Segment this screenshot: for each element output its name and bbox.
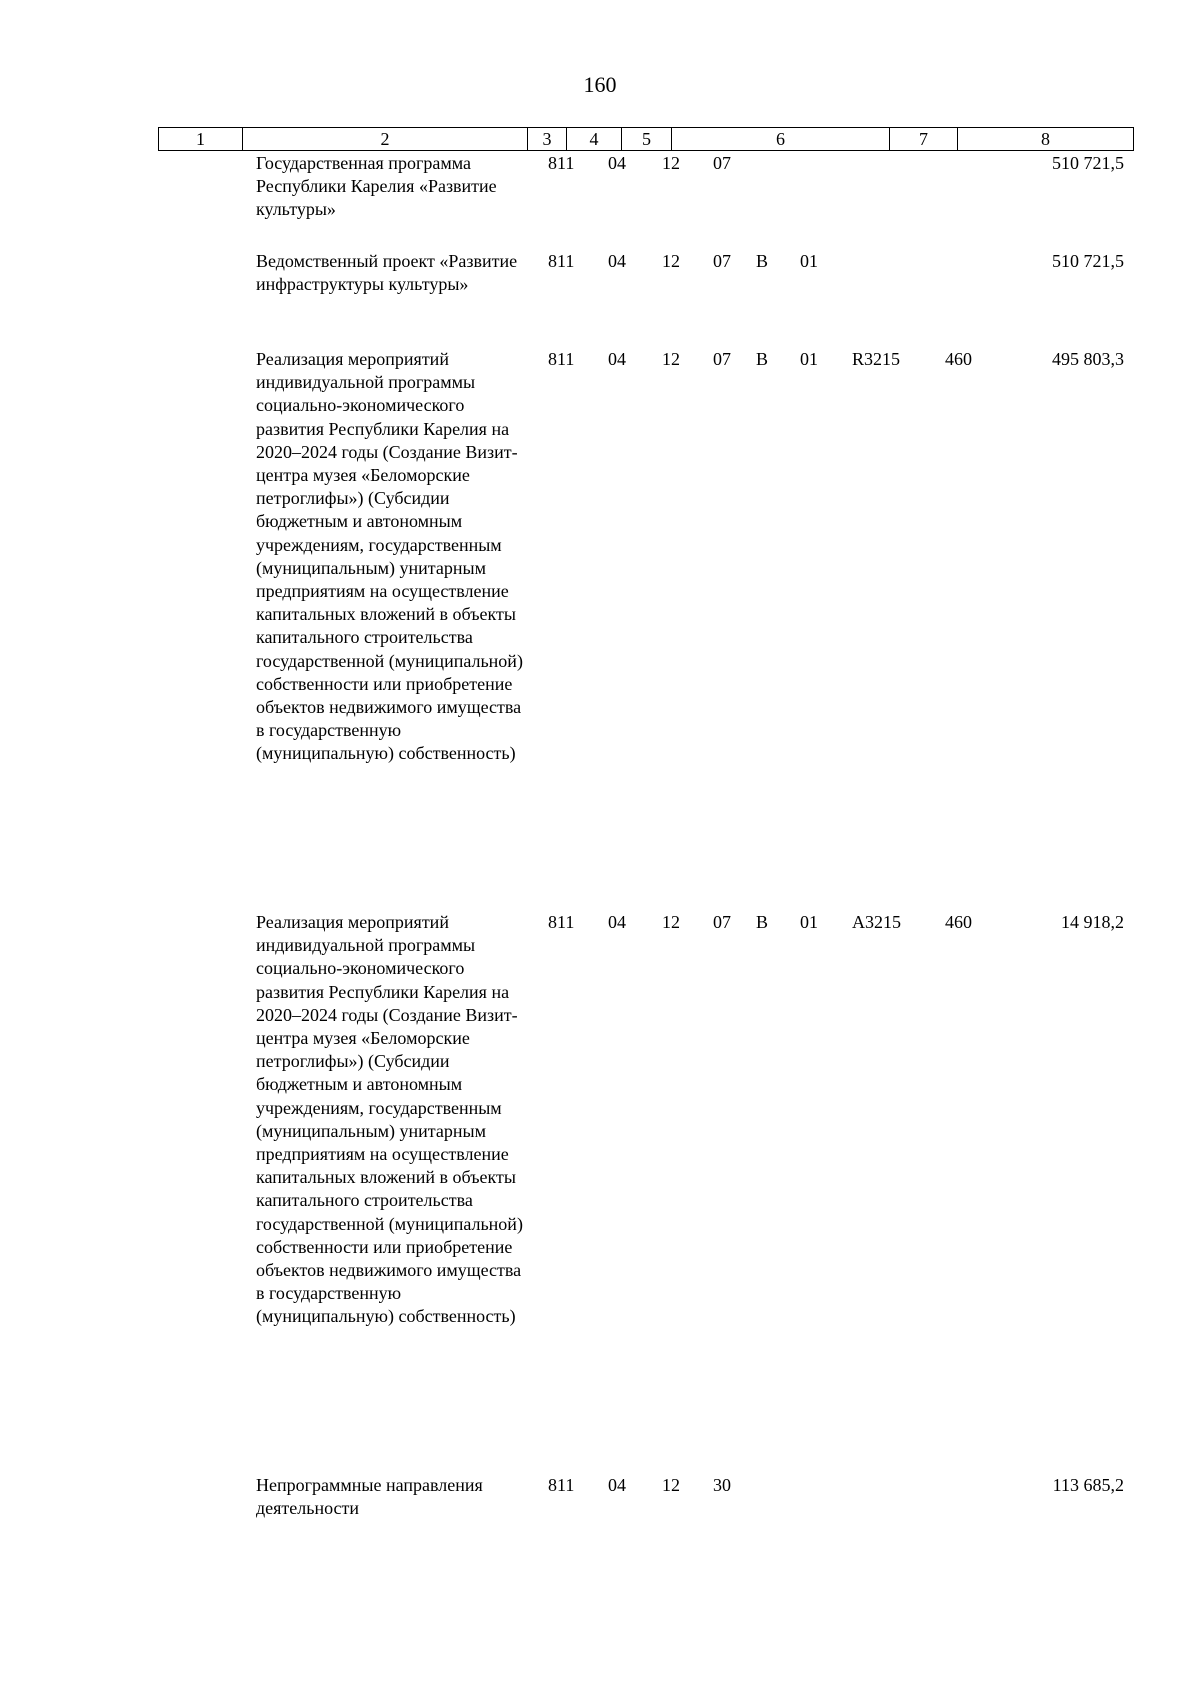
row-col-6-sub: 01 <box>800 349 818 369</box>
table-header <box>158 127 1134 151</box>
row-description: Государственная программа Республики Карелия «Развитие культуры» <box>256 153 497 220</box>
row-description: Непрограммные направления деятельности <box>256 1475 483 1519</box>
row-description: Реализация мероприятий индивидуальной программы социально-экономического развития Республики Карелия на 2020–2024 годы (Создание Визит-центра музея «Беломорские петроглифы») (Субсидии бюджетным и автономным учреждениям, государственным (муниципальным) унитарным предприятиям на осуществление капитальных вложений в объекты капитального строительства государственной (муниципальной) собственности или приобретение объектов недвижимого имущества в государственную (муниципальную) собственность) <box>256 349 523 764</box>
row-col-6-type: В <box>756 912 769 932</box>
row-col-4: 04 <box>608 251 626 271</box>
row-col-6-program: 07 <box>713 349 731 369</box>
row-col-3: 811 <box>548 153 575 173</box>
row-col-6-type: В <box>756 251 769 271</box>
row-col-4: 04 <box>608 153 626 173</box>
row-col-6-type: В <box>756 349 769 369</box>
row-col-6-sub: 01 <box>800 251 818 271</box>
row-col-6-direction: А3215 <box>852 912 901 932</box>
row-col-3: 811 <box>548 251 575 271</box>
row-amount: 14 918,2 <box>1061 912 1124 932</box>
header-col-8: 8 <box>1041 129 1050 149</box>
header-col-3: 3 <box>528 128 567 150</box>
header-col-6: 6 <box>672 128 890 150</box>
row-col-6-program: 07 <box>713 153 731 173</box>
row-col-5: 12 <box>662 153 680 173</box>
header-col-7: 7 <box>890 128 958 150</box>
row-col-4: 04 <box>608 912 626 932</box>
page-number: 160 <box>583 72 617 97</box>
row-col-7: 460 <box>945 349 972 369</box>
row-description: Реализация мероприятий индивидуальной программы социально-экономического развития Республики Карелия на 2020–2024 годы (Создание Визит-центра музея «Беломорские петроглифы») (Субсидии бюджетным и автономным учреждениям, государственным (муниципальным) унитарным предприятиям на осуществление капитальных вложений в объекты капитального строительства государственной (муниципальной) собственности или приобретение объектов недвижимого имущества в государственную (муниципальную) собственность) <box>256 912 523 1327</box>
row-col-3: 811 <box>548 1475 575 1495</box>
row-col-4: 04 <box>608 349 626 369</box>
row-col-6-program: 07 <box>713 251 731 271</box>
row-col-6-sub: 01 <box>800 912 818 932</box>
row-col-4: 04 <box>608 1475 626 1495</box>
row-amount: 495 803,3 <box>1052 349 1124 369</box>
row-amount: 510 721,5 <box>1052 251 1124 271</box>
row-col-6-program: 30 <box>713 1475 731 1495</box>
row-amount: 510 721,5 <box>1052 153 1124 173</box>
row-col-7: 460 <box>945 912 972 932</box>
row-col-5: 12 <box>662 912 680 932</box>
row-col-5: 12 <box>662 251 680 271</box>
row-amount: 113 685,2 <box>1052 1475 1124 1495</box>
row-col-5: 12 <box>662 349 680 369</box>
header-col-4: 4 <box>567 128 622 150</box>
row-col-6-program: 07 <box>713 912 731 932</box>
row-col-5: 12 <box>662 1475 680 1495</box>
header-col-1: 1 <box>159 128 243 150</box>
header-col-2: 2 <box>243 128 528 150</box>
row-description: Ведомственный проект «Развитие инфраструктуры культуры» <box>256 251 518 295</box>
row-col-3: 811 <box>548 912 575 932</box>
row-col-6-direction: R3215 <box>852 349 901 369</box>
header-col-5: 5 <box>622 128 672 150</box>
row-col-3: 811 <box>548 349 575 369</box>
